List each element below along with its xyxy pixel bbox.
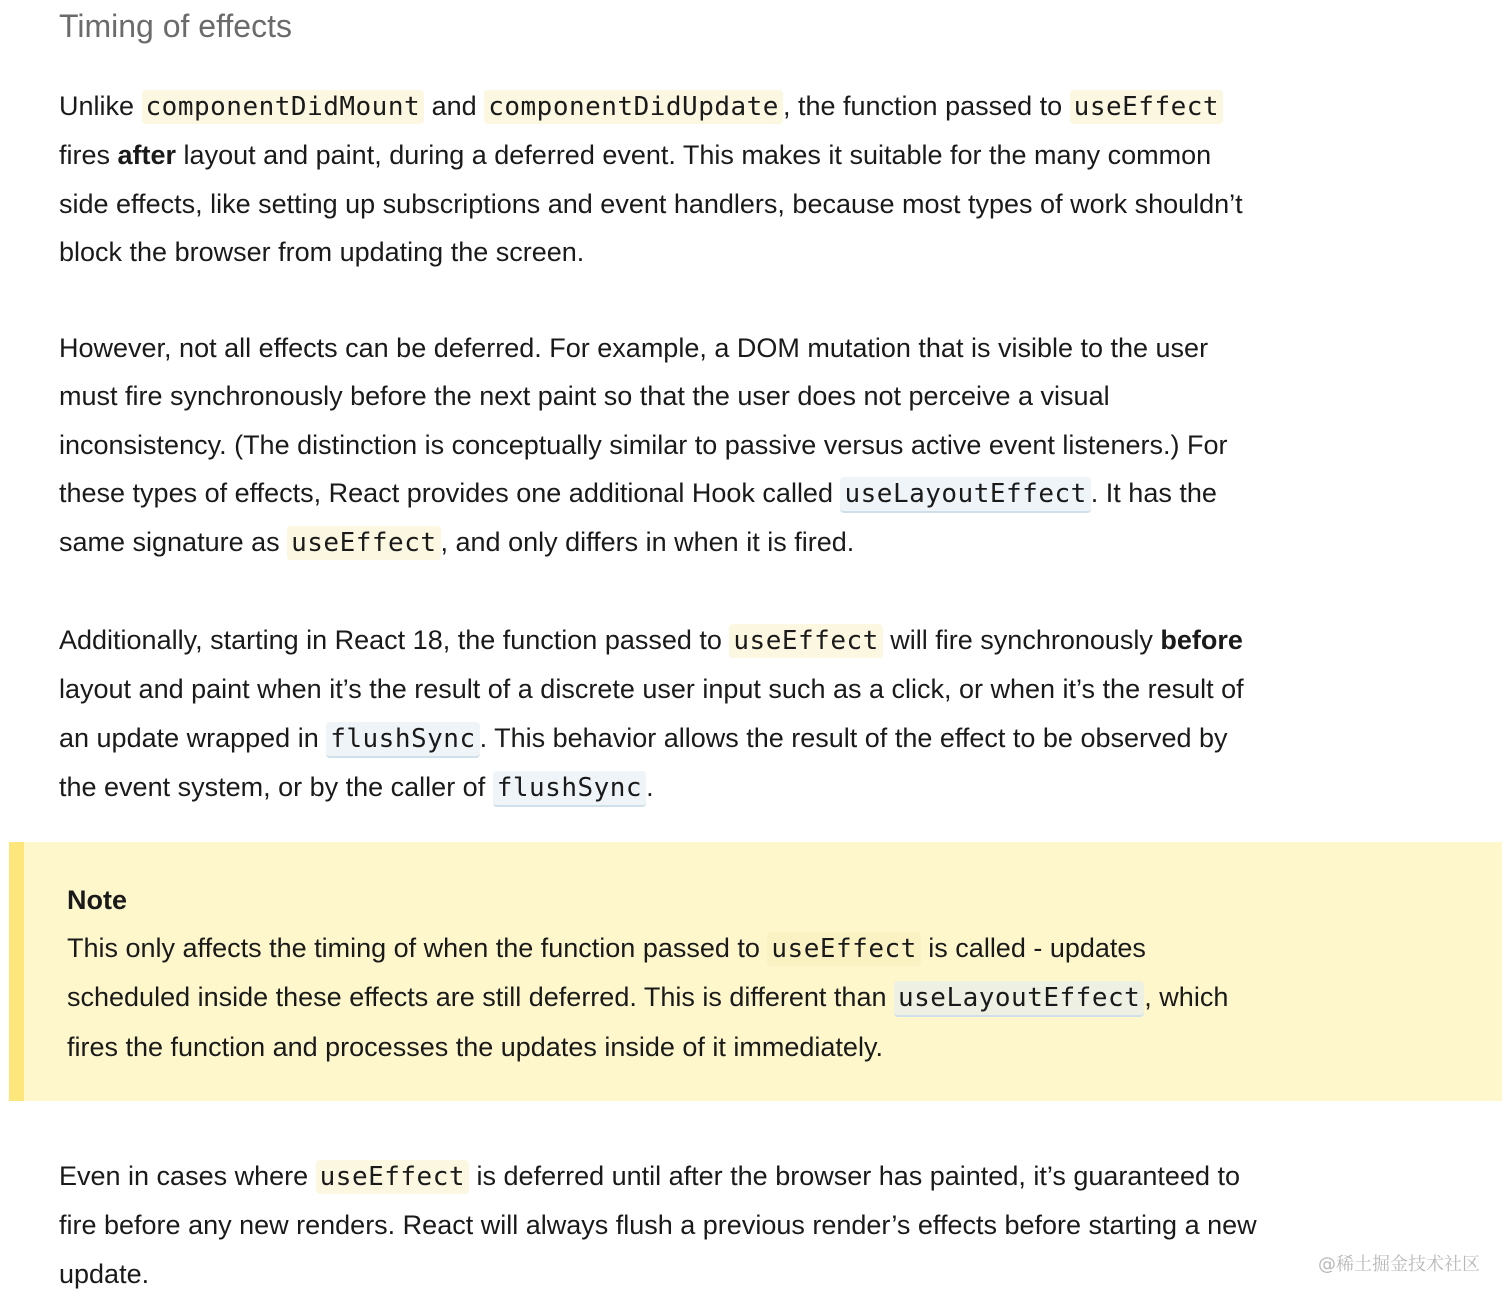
text: is deferred until after the browser has painted, it’s guaranteed to fire before any new renders. React will always flush a previous render’s effects before starting a new update. xyxy=(59,1161,1257,1289)
text: . This behavior allows the result of the effect to be observed by the event system, or by the caller of xyxy=(59,722,1228,802)
note-callout xyxy=(9,842,1502,1101)
paragraph-react-18 xyxy=(59,616,1259,812)
text: However, not all effects can be deferred. For example, a DOM mutation that is visible to the user must fire synchronously before the next paint so that the user does not perceive a visual inconsistency. (The distinction is conceptually similar to passive versus active event listeners.) For these types of effects, React provides one additional Hook called xyxy=(59,333,1228,508)
inline-code: useEffect xyxy=(1070,90,1223,124)
note-accent-bar xyxy=(9,842,24,1101)
text: . It has the same signature as xyxy=(59,477,1217,558)
bold-text: before xyxy=(1160,625,1243,655)
inline-code: useEffect xyxy=(316,1160,469,1194)
text: Unlike xyxy=(59,91,142,121)
text: . xyxy=(646,771,654,802)
watermark: @稀土掘金技术社区 xyxy=(1318,1254,1480,1275)
bold-text: after xyxy=(117,140,177,171)
inline-code-link-uselayouteffect[interactable]: useLayoutEffect xyxy=(894,981,1144,1017)
inline-code-link-uselayouteffect[interactable]: useLayoutEffect xyxy=(840,477,1090,513)
text: will fire synchronously xyxy=(882,625,1161,655)
inline-code: useEffect xyxy=(287,526,440,560)
text: , which fires the function and processes the updates inside of it immediately. xyxy=(67,982,1229,1062)
text: Even in cases where xyxy=(59,1161,316,1191)
text: This only affects the timing of when the function passed to xyxy=(67,933,768,963)
text: layout and paint, during a deferred event. This makes it suitable for the many common side effects, like setting up subscriptions and event handlers, because most types of work shouldn’t block the browser from updating the screen. xyxy=(59,140,1243,267)
inline-code-link-flushsync[interactable]: flushSync xyxy=(326,722,479,758)
text: , and only differs in when it is fired. xyxy=(440,527,855,558)
note-title: Note xyxy=(67,885,127,915)
inline-code: componentDidMount xyxy=(142,90,425,124)
text: layout and paint when it’s the result of a discrete user input such as a click, or when it’s the result of an update wrapped in xyxy=(59,674,1244,753)
inline-code: useEffect xyxy=(729,624,882,658)
section-heading: Timing of effects xyxy=(59,8,292,44)
inline-code: useEffect xyxy=(767,932,920,966)
text: and xyxy=(424,91,485,121)
inline-code: componentDidUpdate xyxy=(484,90,783,124)
paragraph-guarantee xyxy=(59,1152,1259,1298)
note-body xyxy=(67,924,1247,1071)
text: fires xyxy=(59,140,118,171)
paragraph-layout-effect xyxy=(59,324,1259,567)
text: , the function passed to xyxy=(782,91,1070,121)
text: Additionally, starting in React 18, the function passed to xyxy=(59,625,730,655)
text: is called - updates scheduled inside these effects are still deferred. This is different than xyxy=(67,933,1146,1013)
inline-code-link-flushsync[interactable]: flushSync xyxy=(493,771,646,807)
paragraph-timing-intro xyxy=(59,82,1259,276)
